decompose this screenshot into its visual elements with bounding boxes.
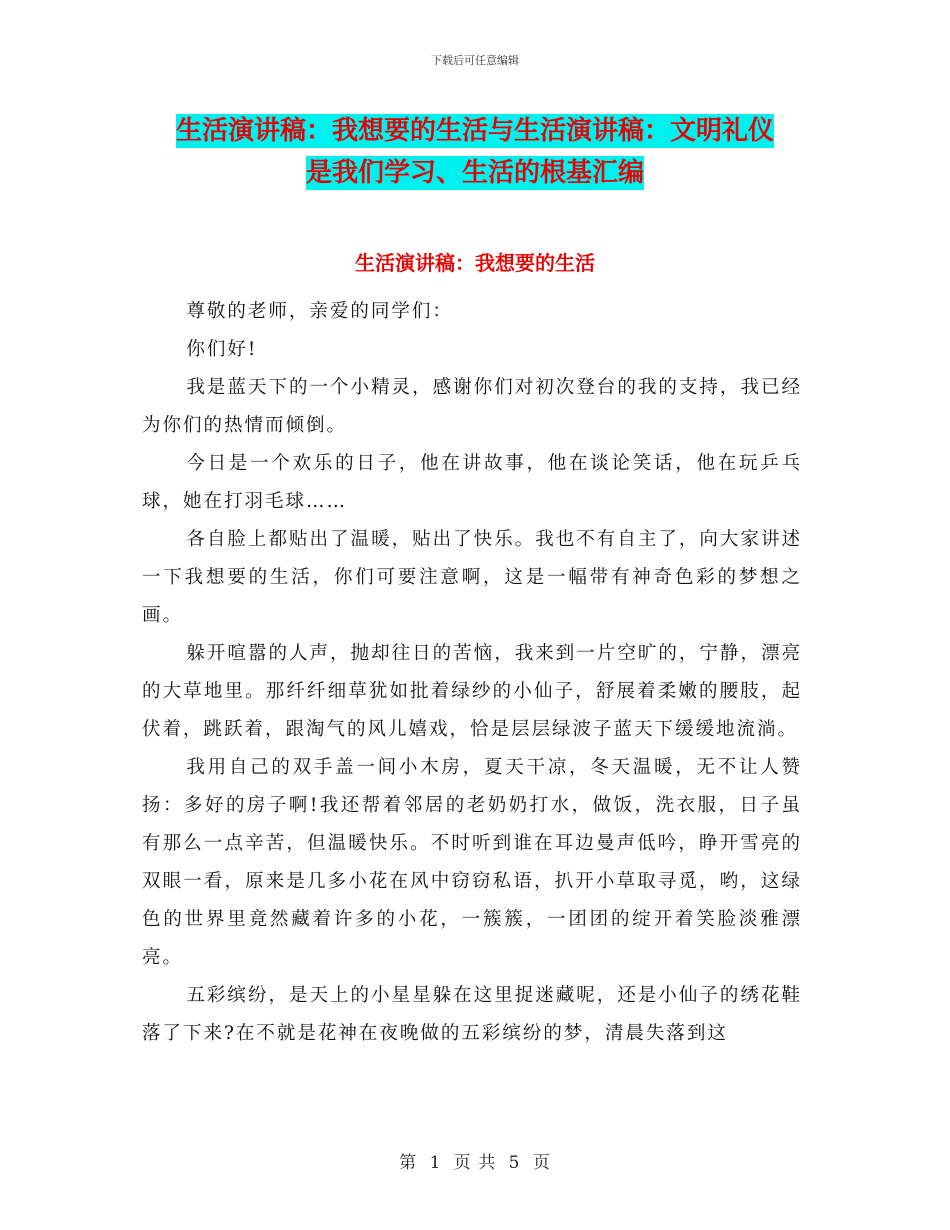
page-mid: 页 共 xyxy=(453,1153,497,1173)
paragraph: 五彩缤纷，是天上的小星星躲在这里捉迷藏呢，还是小仙子的绣花鞋落了下来?在不就是花神在夜晚做的五彩缤纷的梦，清晨失落到这 xyxy=(142,985,802,1044)
page-prefix: 第 xyxy=(399,1153,418,1173)
paragraph: 躲开喧嚣的人声，抛却往日的苦恼，我来到一片空旷的，宁静，漂亮的大草地里。那纤纤细草犹如批着绿纱的小仙子，舒展着柔嫩的腰肢，起伏着，跳跃着，跟淘气的风儿嬉戏，恰是层层绿波子蓝天下缓缓地流淌。 xyxy=(142,643,802,740)
page-footer xyxy=(0,1151,950,1175)
document-title-line1: 生活演讲稿：我想要的生活与生活演讲稿：文明礼仪 xyxy=(175,116,774,146)
paragraph: 我用自己的双手盖一间小木房，夏天干凉，冬天温暖，无不让人赞扬：多好的房子啊!我还帮着邻居的老奶奶打水，做饭，洗衣服，日子虽有那么一点辛苦，但温暖快乐。不时听到谁在耳边曼声低吟，睁开雪亮的双眼一看，原来是几多小花在风中窃窃私语，扒开小草取寻觅，哟，这绿色的世界里竟然藏着许多的小花，一簇簇，一团团的绽开着笑脸淡雅漂亮。 xyxy=(142,757,802,968)
page-suffix: 页 xyxy=(532,1153,551,1173)
paragraph: 你们好! xyxy=(186,339,258,360)
paragraph: 今日是一个欢乐的日子，他在讲故事，他在谈论笑话，他在玩乒乓球，她在打羽毛球…… xyxy=(142,453,802,512)
section-title: 生活演讲稿：我想要的生活 xyxy=(355,251,595,275)
page-total: 5 xyxy=(508,1153,521,1173)
paragraph: 我是蓝天下的一个小精灵，感谢你们对初次登台的我的支持，我已经为你们的热情而倾倒。 xyxy=(142,377,802,436)
document-title-line2: 是我们学习、生活的根基汇编 xyxy=(305,158,644,188)
header-note: 下载后可任意编辑 xyxy=(431,54,519,67)
paragraph: 各自脸上都贴出了温暖，贴出了快乐。我也不有自主了，向大家讲述一下我想要的生活，你们可要注意啊，这是一幅带有神奇色彩的梦想之画。 xyxy=(142,529,802,626)
page-number: 1 xyxy=(429,1153,442,1173)
document-title xyxy=(0,110,950,194)
paragraph: 尊敬的老师，亲爱的同学们： xyxy=(186,301,453,322)
document-body xyxy=(142,293,802,1053)
